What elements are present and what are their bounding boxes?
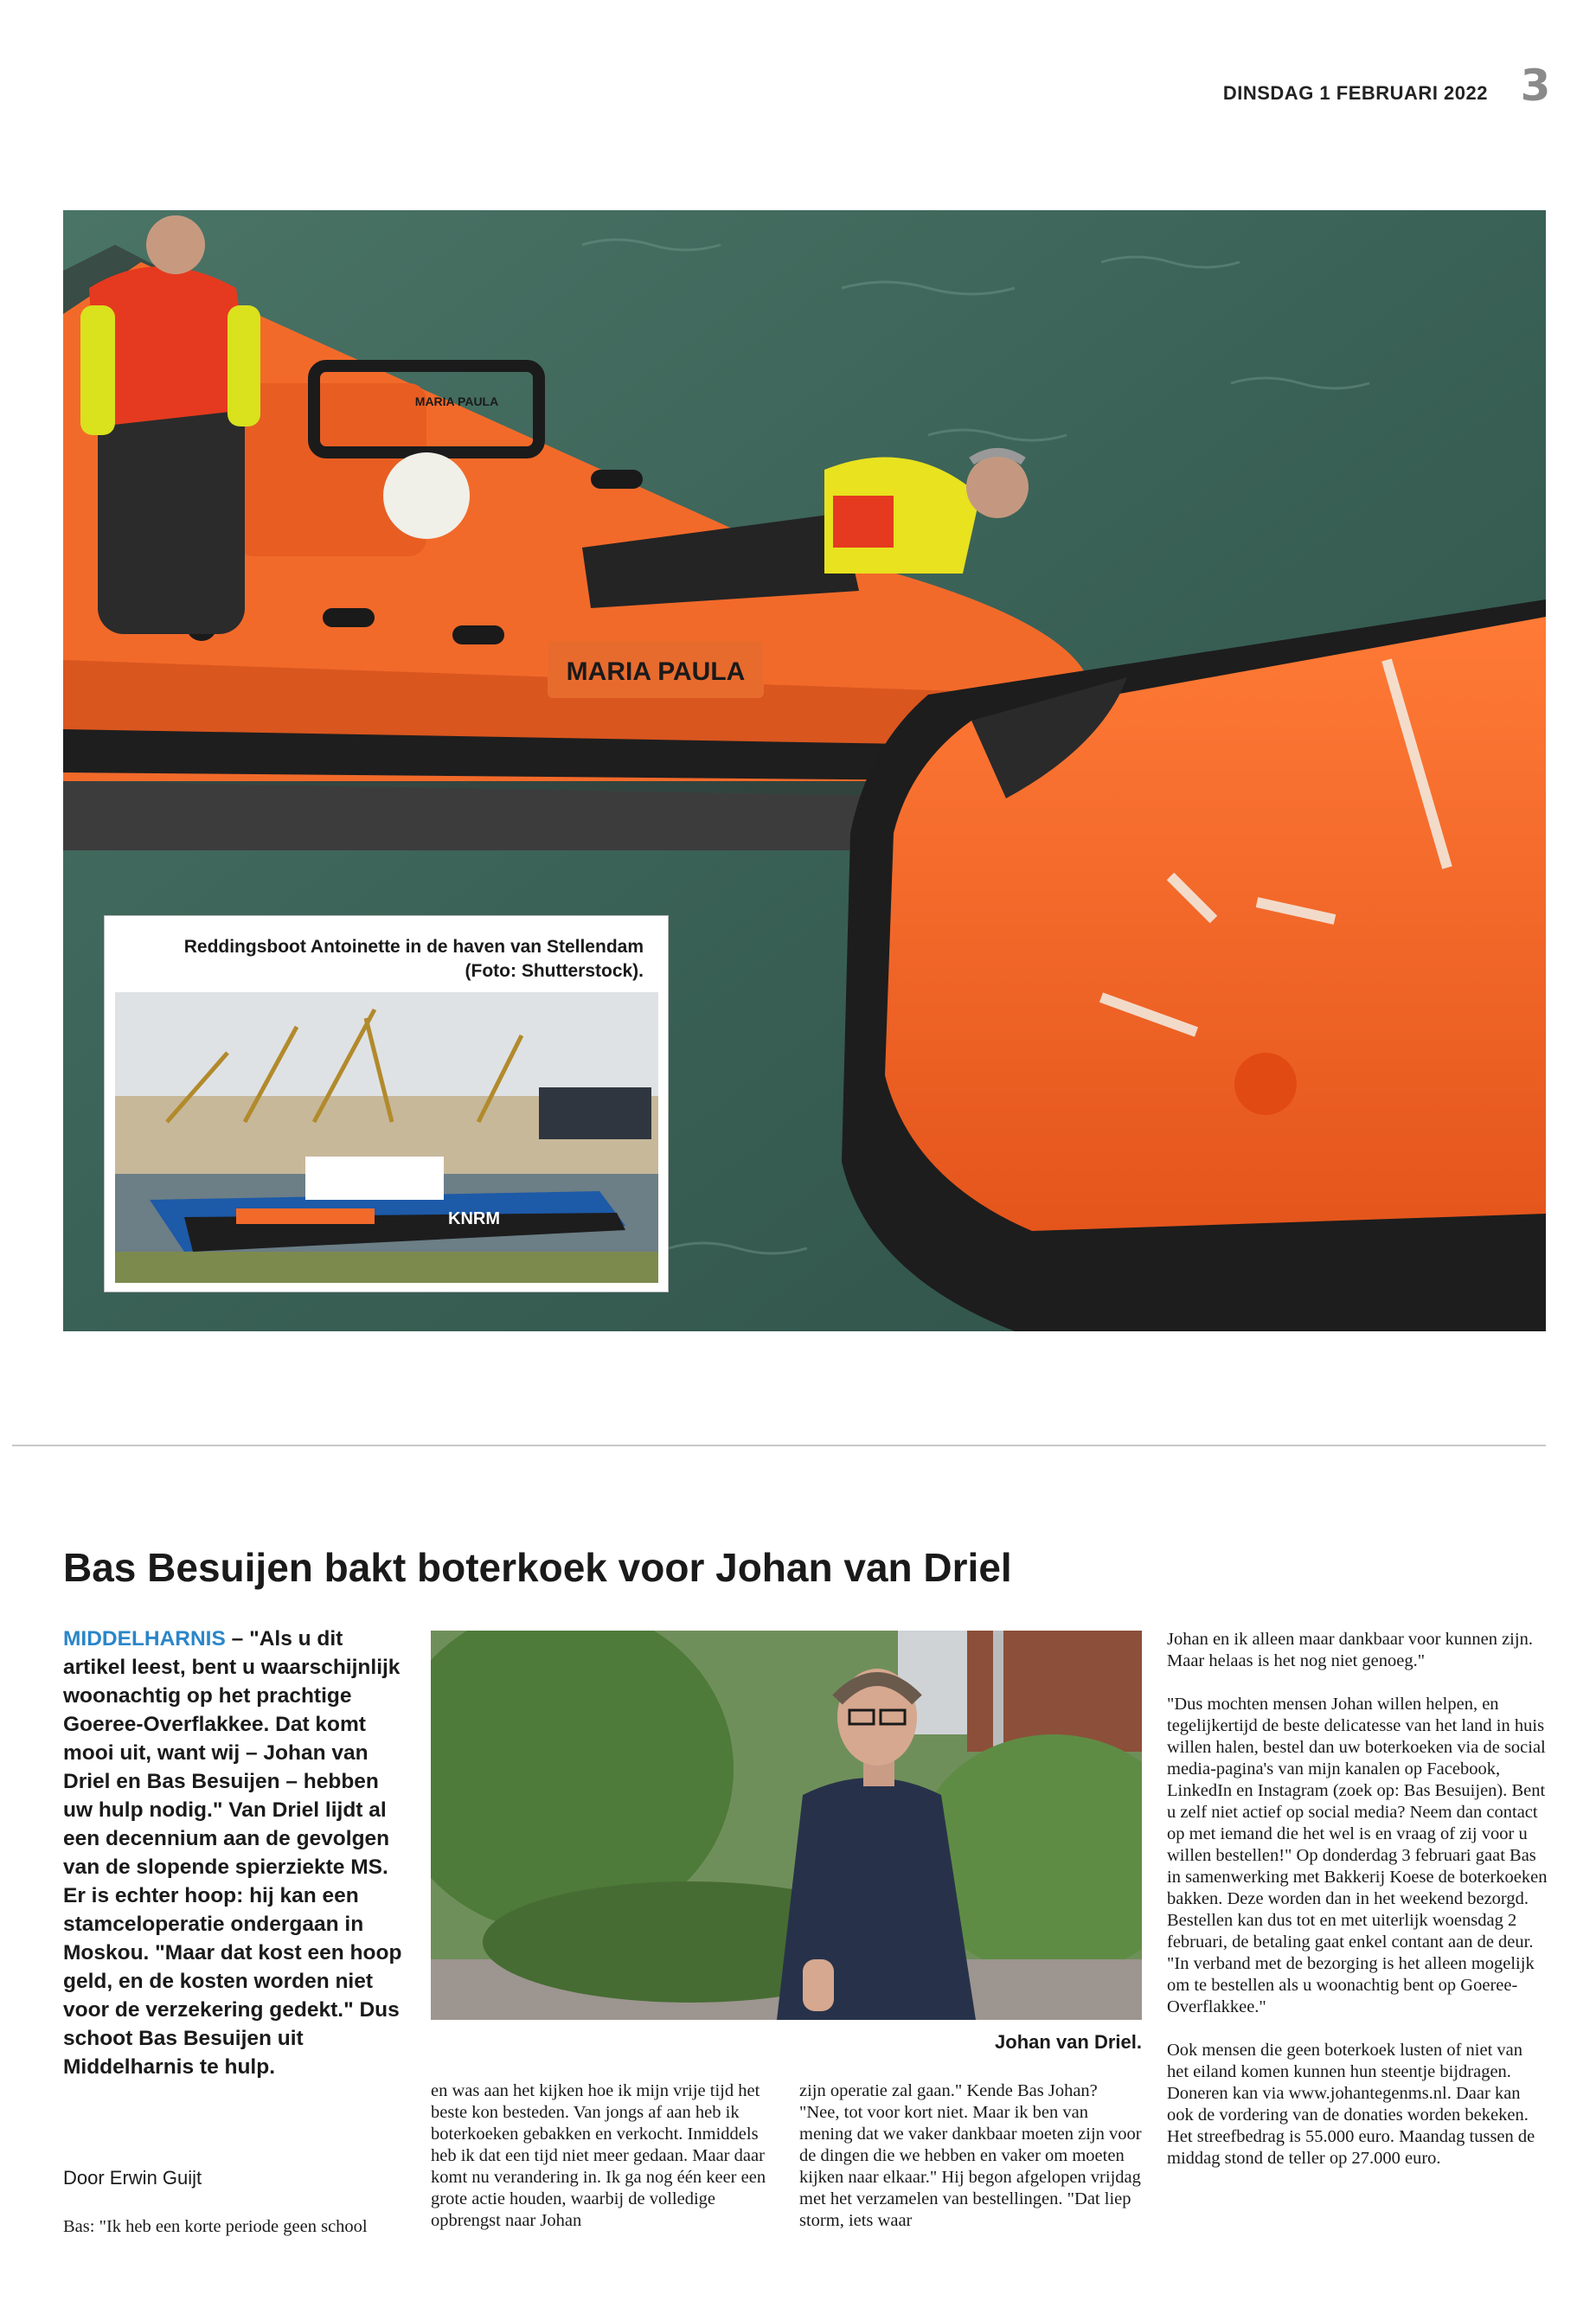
life-raft: [842, 599, 1546, 1331]
harbour-illustration: [115, 992, 658, 1283]
article-intro: [63, 1625, 409, 2081]
body-paragraph: "Dus mochten mensen Johan willen helpen, en tegelijkertijd de beste delicatesse van het land in huis willen halen, bestel dan uw boterkoeken via de social media-pagina's van mijn kanalen op Facebook, LinkedIn en Instagram (zoek op: Bas Besuijen). Bent u zelf niet actief op social media? Neem dan contact op met iemand die het wel is en vraag of zij voor u willen bestellen!" Op donderdag 3 februari gaat Bas in samenwerking met Bakkerij Koese de boterkoeken bakken. Deze worden dan in het weekend bezorgd. Bestellen kan dus tot en met uiterlijk woensdag 2 februari, de betaling gaat enkel contant aan de deur. "In verband met de bezorging is het alleen mogelijk om te bestellen als u woonachtig bent op Goeree-Overflakkee.": [1167, 1695, 1548, 2016]
body-paragraph: zijn operatie zal gaan." Kende Bas Johan? "Nee, tot voor kort niet. Maar ik ben van mening dat we vaker dankbaar moeten zijn voor de dingen die we hebben en vaker om moeten kijken naar elkaar." Hij begon afgelopen vrijdag met het verzamelen van bestellingen. "Dat liep storm, iets waar: [799, 2081, 1142, 2230]
body-paragraph: en was aan het kijken hoe ik mijn vrije tijd het beste kon besteden. Van jongs af aan heb ik boterkoeken gebakken en verkocht. Inmiddels heb ik dat een tijd niet meer gedaan. Maar daar komt nu verandering in. Ik ga nog één keer een grote actie houden, waarbij de volledige opbrengst naar Johan: [431, 2081, 766, 2230]
intro-text: – "Als u dit artikel leest, bent u waarschijnlijk woonachtig op het prachtige Goeree-Overflakkee. Dat komt mooi uit, want wij – Johan van Driel en Bas Besuijen – hebben uw hulp nodig." Van Driel lijdt al een decennium aan de gevolgen van de slopende spierziekte MS. Er is echter hoop: hij kan een stamceloperatie ondergaan in Moskou. "Maar dat kost een hoop geld, en de kosten worden niet voor de verzekering gedekt." Dus schoot Bas Besuijen uit Middelharnis te hulp.: [63, 1627, 402, 2079]
body-column-3: [799, 2080, 1142, 2253]
body-column-2: [431, 2080, 773, 2253]
body-paragraph: Johan en ik alleen maar dankbaar voor kunnen zijn. Maar helaas is het nog niet genoeg.": [1167, 1630, 1533, 1670]
body-column-4: [1167, 1629, 1548, 2191]
boat-name-label: MARIA PAULA: [566, 657, 746, 686]
portrait-photo: [431, 1631, 1142, 2020]
portrait-caption: Johan van Driel.: [995, 2031, 1142, 2053]
page-number: 3: [1520, 61, 1551, 111]
inset-photo: [104, 915, 669, 1292]
harbour-image: [115, 992, 658, 1283]
body-column-1: [63, 2216, 409, 2259]
header-date: DINSDAG 1 FEBRUARI 2022: [1222, 82, 1488, 104]
body-paragraph: Ook mensen die geen boterkoek lusten of niet van het eiland komen kunnen hun steentje bijdragen. Doneren kan via www.johantegenms.nl. Daar kan ook de vordering van de donaties worden bekeken. Het streefbedrag is 55.000 euro. Maandag tussen de middag stond de teller op 27.000 euro.: [1167, 2041, 1535, 2168]
knrm-hull-label: KNRM: [448, 1209, 500, 1228]
portrait-illustration: [431, 1631, 1142, 2020]
dateline: MIDDELHARNIS: [63, 1627, 226, 1650]
section-divider: [12, 1445, 1546, 1446]
byline: Door Erwin Guijt: [63, 2167, 202, 2189]
console-name-label: MARIA PAULA: [414, 394, 499, 408]
article-headline: Bas Besuijen bakt boterkoek voor Johan van Driel: [63, 1545, 1012, 1590]
body-paragraph: Bas: "Ik heb een korte periode geen school: [63, 2217, 368, 2236]
inset-photo-caption: Reddingsboot Antoinette in de haven van Stellendam (Foto: Shutterstock).: [183, 937, 644, 981]
